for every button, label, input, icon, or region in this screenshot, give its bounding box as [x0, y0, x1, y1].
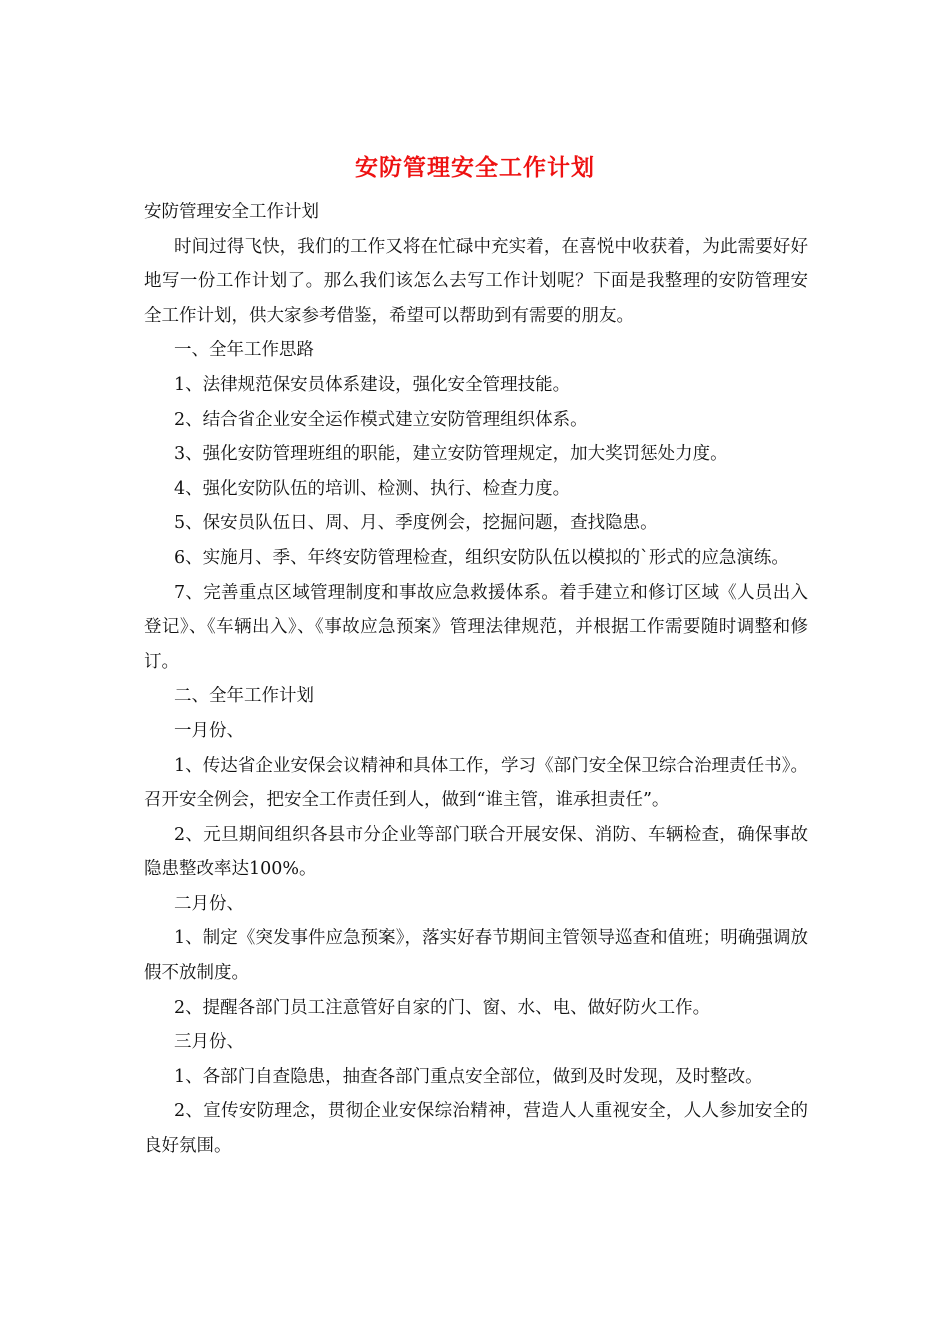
month-heading-february: 二月份、 [174, 893, 244, 914]
paragraph-intro: 时间过得飞快，我们的工作又将在忙碌中充实着，在喜悦中收获着，为此需要好好地写一份工作计划了。那么我们该怎么去写工作计划呢？下面是我整理的安防管理安全工作计划，供大家参考借鉴，希望可以帮助到有需要的朋友。 [144, 236, 808, 326]
month-heading-march: 三月份、 [174, 1032, 244, 1053]
january-item-2: 2、元旦期间组织各县市分企业等部门联合开展安保、消防、车辆检查，确保事故隐患整改率达100%。 [144, 824, 808, 880]
approach-item-6: 6、实施月、季、年终安防管理检查，组织安防队伍以模拟的`形式的应急演练。 [174, 547, 789, 568]
paragraph-subtitle: 安防管理安全工作计划 [144, 202, 319, 222]
january-item-1: 1、传达省企业安保会议精神和具体工作，学习《部门安全保卫综合治理责任书》。召开安全例会，把安全工作责任到人，做到“谁主管，谁承担责任”。 [144, 755, 808, 811]
approach-item-3: 3、强化安防管理班组的职能，建立安防管理规定，加大奖罚惩处力度。 [174, 444, 728, 465]
month-heading-january: 一月份、 [174, 720, 244, 741]
approach-item-1: 1、法律规范保安员体系建设，强化安全管理技能。 [174, 374, 571, 395]
march-item-2: 2、宣传安防理念，贯彻企业安保综治精神，营造人人重视安全，人人参加安全的良好氛围。 [144, 1101, 808, 1157]
section-heading-annual-approach: 一、全年工作思路 [174, 340, 314, 361]
approach-item-4: 4、强化安防队伍的培训、检测、执行、检查力度。 [174, 478, 571, 499]
march-item-1: 1、各部门自查隐患，抽查各部门重点安全部位，做到及时发现，及时整改。 [174, 1066, 763, 1087]
document-title: 安防管理安全工作计划 [355, 154, 595, 181]
document-body [144, 195, 808, 1164]
february-item-2: 2、提醒各部门员工注意管好自家的门、窗、水、电、做好防火工作。 [174, 997, 711, 1018]
approach-item-5: 5、保安员队伍日、周、月、季度例会，挖掘问题，查找隐患。 [174, 513, 658, 534]
section-heading-annual-plan: 二、全年工作计划 [174, 686, 314, 707]
approach-item-2: 2、结合省企业安全运作模式建立安防管理组织体系。 [174, 409, 588, 430]
approach-item-7: 7、完善重点区域管理制度和事故应急救援体系。着手建立和修订区域《人员出入登记》、《车辆出入》、《事故应急预案》管理法律规范，并根据工作需要随时调整和修订。 [144, 582, 808, 672]
february-item-1: 1、制定《突发事件应急预案》，落实好春节期间主管领导巡查和值班；明确强调放假不放制度。 [144, 928, 808, 984]
